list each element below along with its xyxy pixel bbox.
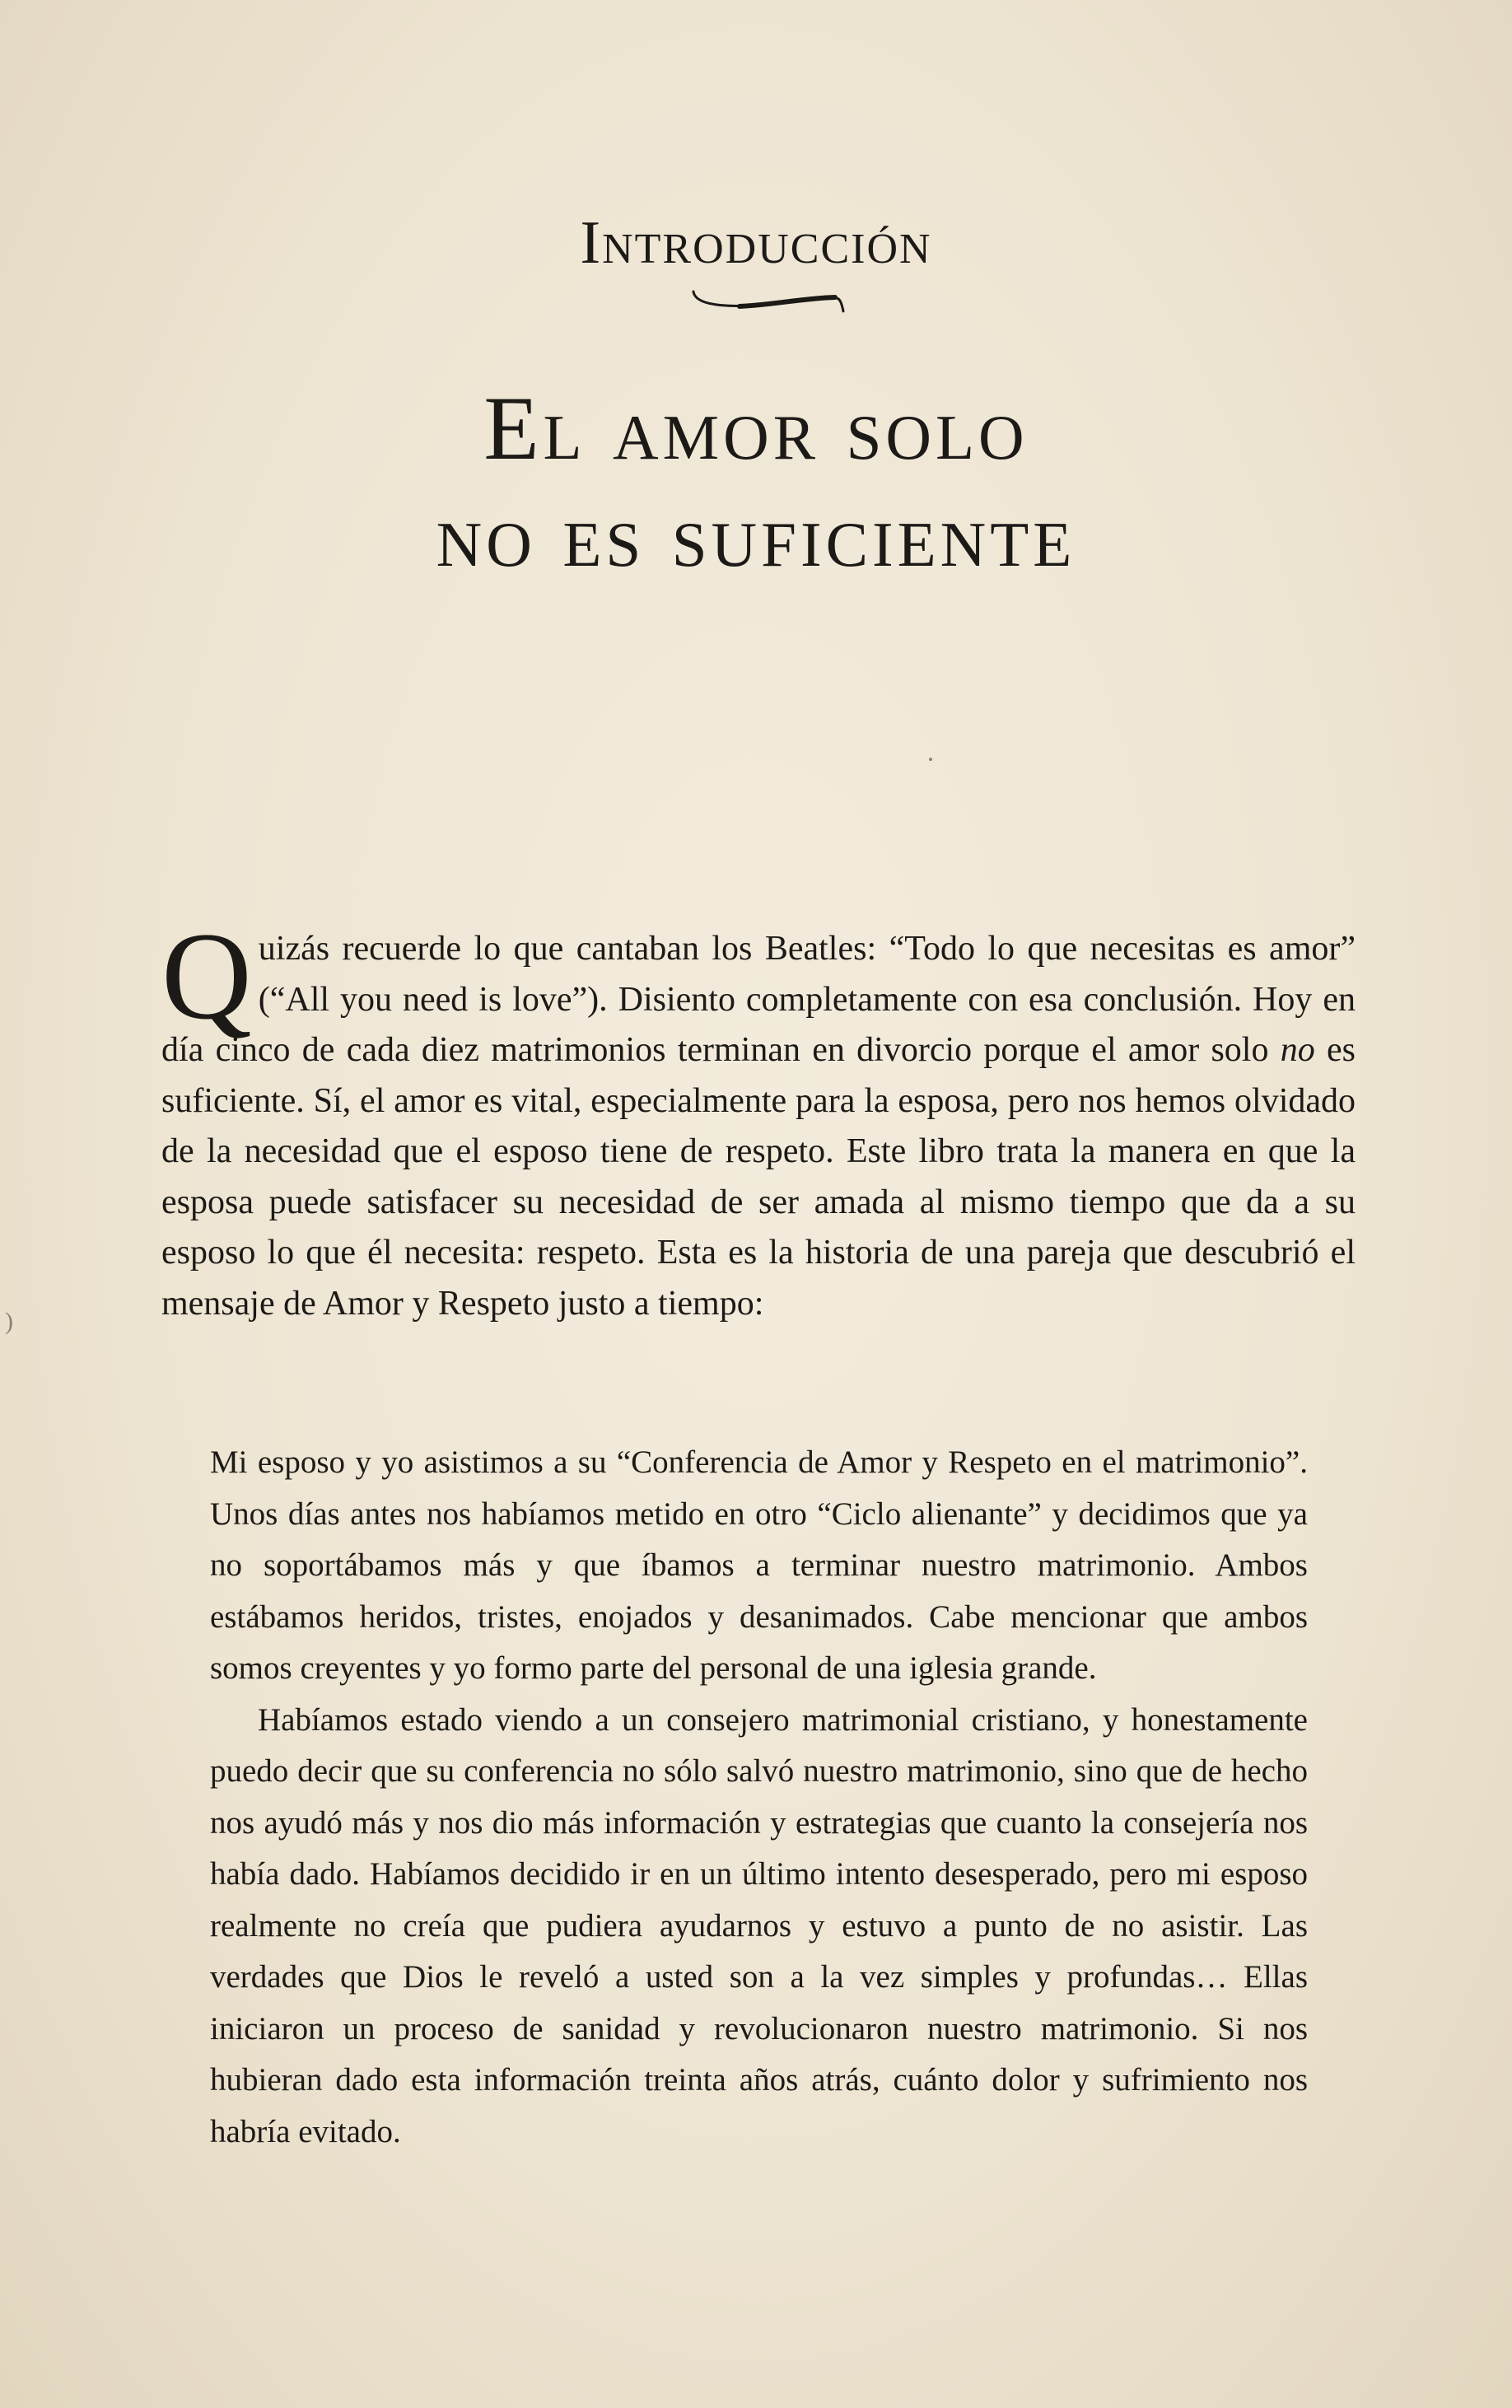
testimonial-paragraph-2: Habíamos estado viendo a un consejero matrimonial cristiano, y honestamente puedo decir que su conferencia no sólo salvó nuestro matrimonio, sino que de hecho nos ayudó más y nos dio más información y estrategias que cuanto la consejería nos había dado. Habíamos decidido ir en un último intento desesperado, pero mi esposo realmente no creía que pudiera ayudarnos y estuvo a punto de no asistir. Las verdades que Dios le reveló a usted son a la vez simples y profundas… Ellas iniciaron un proceso de sanidad y revolucionaron nuestro matrimonio. Si nos hubieran dado esta información treinta años atrás, cuánto dolor y sufrimiento nos habría evitado. — [210, 1701, 1308, 2149]
chapter-title — [0, 375, 1512, 589]
testimonial-paragraph-1: Mi esposo y yo asistimos a su “Conferencia de Amor y Respeto en el matrimonio”. Unos días antes nos habíamos metido en otro “Ciclo alienante” y decidimos que ya no soportábamos más y que íbamos a terminar nuestro matrimonio. Ambos estábamos heridos, tristes, enojados y desanimados. Cabe mencionar que ambos somos creyentes y yo formo parte del personal de una iglesia grande. — [210, 1444, 1308, 1686]
chapter-label: Introducción — [580, 209, 932, 277]
testimonial-blockquote — [210, 1437, 1308, 2158]
intro-paragraph — [161, 907, 1356, 1329]
intro-text-end: es suficiente. Sí, el amor es vital, especialmente para la esposa, pero nos hemos olvidado de la necesidad que el esposo tiene de respeto. Este libro trata la manera en que la esposa puede satisfacer su necesidad de ser amada al mismo tiempo que da a su esposo lo que él necesita: respeto. Esta es la historia de una pareja que descubrió el mensaje de Amor y Respeto justo a tiempo: — [161, 1031, 1356, 1323]
drop-cap: Q — [161, 907, 252, 1045]
ink-speck — [929, 758, 932, 761]
intro-text-start: uizás recuerde lo que cantaban los Beatles: “Todo lo que necesitas es amor” (“All you need is love”). Disiento completamente con esa conclusión. Hoy en día cinco de cada diez matrimonios terminan en divorcio porque el amor solo — [161, 930, 1356, 1069]
swash-flourish-icon — [690, 287, 847, 320]
intro-emphasis: no — [1280, 1031, 1315, 1069]
page-edge-mark: ) — [5, 1308, 13, 1335]
chapter-title-line-1: El amor solo — [483, 378, 1029, 478]
chapter-title-line-2: no es suficiente — [436, 485, 1076, 586]
